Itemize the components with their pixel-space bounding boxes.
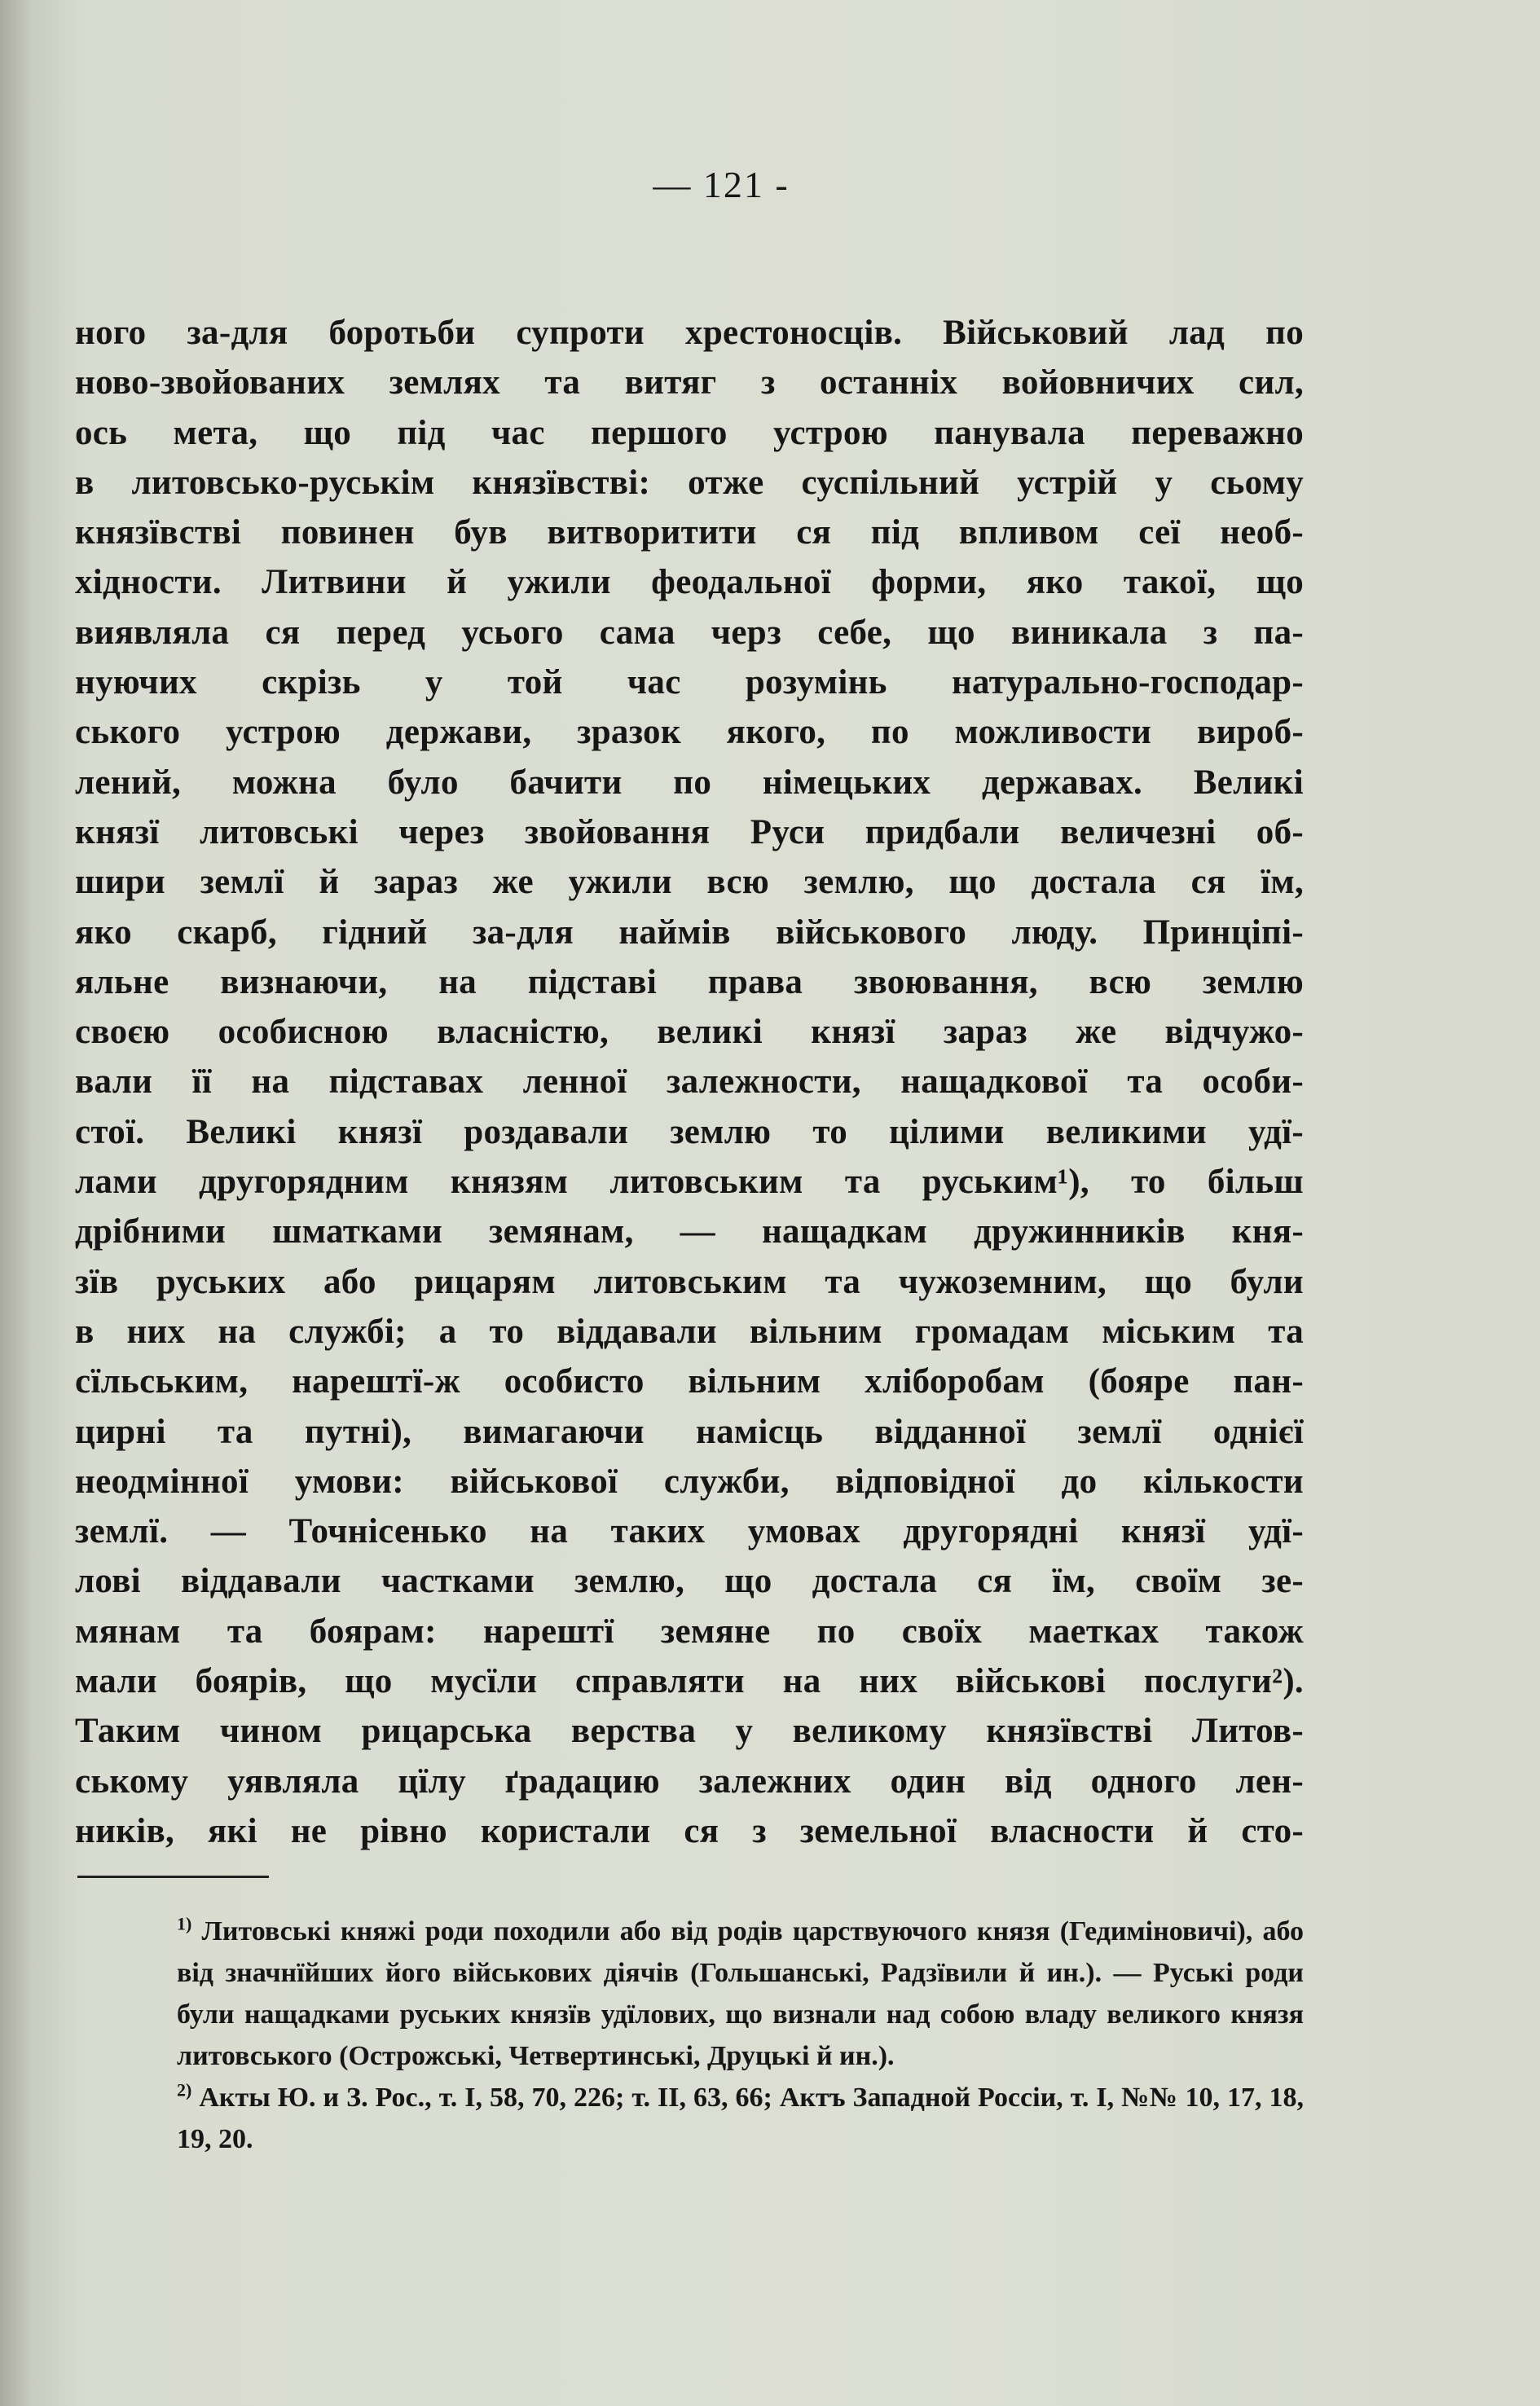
text-line: ного за-для боротьби супроти хрестоносців. Військовий лад по xyxy=(75,314,1304,352)
footnote-text: Литовські княжі роди походили або від родів царствуючого князя (Гедиміновичі), або від значнїйших його військових діячів (Гольшанські, Радзївили й ин.). — Руські роди були нащадками руських князїв удїлових, що визнали над собою владу великого князя литовського (Острожські, Четвертинські, Друцькі й ин.). xyxy=(177,1916,1304,2071)
text-line: лові віддавали частками землю, що достала ся їм, своїм зе- xyxy=(75,1562,1304,1601)
text-line: лений, можна було бачити по німецьких державах. Великі xyxy=(75,763,1304,802)
text-line: шири землї й зараз же ужили всю землю, що достала ся їм, xyxy=(75,863,1304,902)
text-line: стої. Великі князї роздавали землю то цілими великими удї- xyxy=(75,1112,1304,1151)
text-line: ського устрою держави, зразок якого, по можливости вироб- xyxy=(75,713,1304,752)
text-line: лами другорядним князям литовським та руським¹), то більш xyxy=(75,1163,1304,1202)
text-line: яко скарб, гідний за-для наймів військового люду. Принціпі- xyxy=(75,913,1304,952)
text-line: ось мета, що під час першого устрою панувала переважно xyxy=(75,413,1304,452)
footnote-marker: 2) xyxy=(177,2079,192,2100)
text-line: цирні та путні), вимагаючи намісць відданної землї однієї xyxy=(75,1412,1304,1451)
text-line: мянам та боярам: нарештї земяне по своїх маетках також xyxy=(75,1612,1304,1651)
text-line: вали її на підставах ленної залежности, нащадкової та особи- xyxy=(75,1062,1304,1102)
text-line: сїльським, нарештї-ж особисто вільним хліборобам (бояре пан- xyxy=(75,1362,1304,1401)
body-text xyxy=(75,308,1304,1856)
text-line: своєю особисною власністю, великі князї зараз же відчужо- xyxy=(75,1013,1304,1052)
footnote-2 xyxy=(75,2077,1304,2160)
text-line: нуючих скрізь у той час розумінь натурально-господар- xyxy=(75,663,1304,702)
text-line: яльне визнаючи, на підставі права звоювання, всю землю xyxy=(75,962,1304,1001)
footnote-1 xyxy=(75,1911,1304,2077)
footnote-marker: 1) xyxy=(177,1913,192,1934)
footnotes xyxy=(75,1911,1304,2160)
page-number: — 121 - xyxy=(653,164,790,205)
footnote-divider xyxy=(77,1876,269,1878)
footnote-text: Акты Ю. и З. Рос., т. I, 58, 70, 226; т. II, 63, 66; Актъ Западной Россiи, т. I, №№ 10, 17, 18, 19, 20. xyxy=(177,2083,1304,2154)
text-line: землї. — Точнісенько на таких умовах другорядні князї удї- xyxy=(75,1512,1304,1551)
text-line: виявляла ся перед усього сама черз себе, що виникала з па- xyxy=(75,613,1304,652)
text-line: ському уявляла цїлу ґрадацию залежних один від одного лен- xyxy=(75,1762,1304,1801)
text-line: дрібними шматками земянам, — нащадкам дружинників кня- xyxy=(75,1212,1304,1251)
text-line: мали боярів, що мусїли справляти на них військові послуги²). xyxy=(75,1662,1304,1701)
text-line: в них на службі; а то віддавали вільним громадам міським та xyxy=(75,1312,1304,1351)
text-line: князївстві повинен був витворитити ся під впливом сеї необ- xyxy=(75,513,1304,552)
text-line: ново-звойованих землях та витяг з останніх войовничих сил, xyxy=(75,363,1304,402)
text-line: Таким чином рицарська верства у великому князївстві Литов- xyxy=(75,1712,1304,1751)
text-line: князї литовські через звойовання Руси придбали величезні об- xyxy=(75,812,1304,851)
text-line: ників, які не рівно користали ся з земельної власности й сто- xyxy=(75,1811,1304,1850)
text-line: хідности. Литвини й ужили феодальної форми, яко такої, що xyxy=(75,563,1304,602)
text-line: неодмінної умови: військової служби, відповідної до кількости xyxy=(75,1462,1304,1501)
text-line: в литовсько-руськім князївстві: отже суспільний устрій у сьому xyxy=(75,463,1304,502)
text-line: зїв руських або рицарям литовським та чужоземним, що були xyxy=(75,1262,1304,1301)
